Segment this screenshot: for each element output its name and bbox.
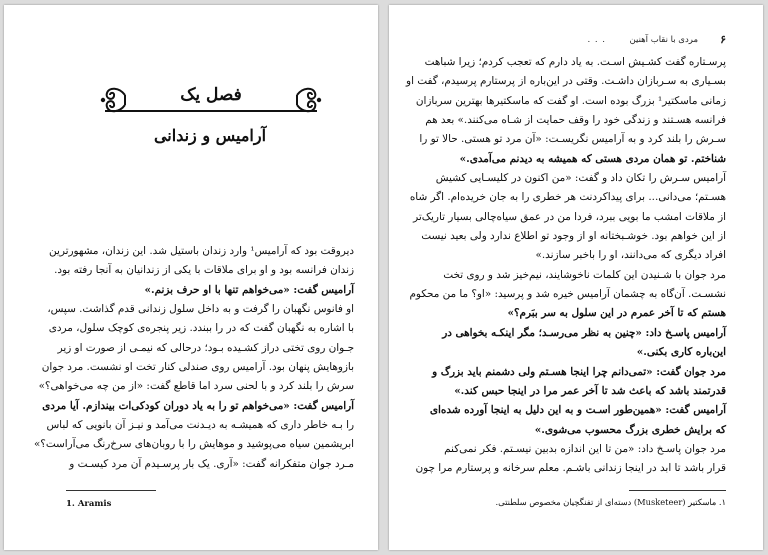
footnote-rule	[66, 490, 156, 491]
text-line: آرامیس سـرش را تکان داد و گفت: «من اکنون در کلیسـایی کشیش	[435, 172, 726, 185]
text-line: سرش را بلند کرد و با لحنی سرد اما قاطع گفت: «از من چه می‌خواهی؟»	[38, 380, 354, 393]
text-line: با اشاره به نگهبان گفت که در را ببندد. زیر پنجره‌ی کوچک سلول، مردی	[48, 322, 354, 335]
text-line: این‌باره کاری بکنی.»	[636, 346, 726, 359]
text-line: سـرش را بلند کرد و به آرامیس نگریسـت: «آن مرد تو هستی. حالا تو را	[419, 133, 726, 146]
chapter-title: فصل یک	[180, 85, 242, 105]
text-line: نشسـت. آن‌گاه به چشمان آرامیس خیره شد و پرسید: «او؟ ما من محکوم	[409, 288, 726, 301]
footnote-rule	[629, 490, 726, 491]
left-body-text	[33, 242, 354, 474]
text-line: هستم که تا آخر عمرم در این سلول به سر ببَرم؟»	[507, 307, 726, 320]
text-line: زندان فرانسه بود و او برای ملاقات با یکی از زندانیان به آنجا رفته بود.	[54, 264, 354, 277]
text-line: آرامیس گفت: «همین‌طور اسـت و به این دلیل به اینجا آورده شده‌ای	[429, 404, 726, 417]
text-line: پرسـتاره گفت کشـیش اسـت. به یاد دارم که تعجب کردم؛ زیرا شباهت	[424, 56, 726, 68]
text-line: بسـیاری به سـربازان داشـت. وقتی در این‌باره از پرستارم پرسیدم، گفت او	[406, 75, 726, 88]
text-line: هسـتم؛ می‌دانی... برای پیداکردنت هر خطری را به جان خریده‌ام. اگر شاه	[409, 191, 726, 204]
text-line: آرامیس گفت: «می‌خواهم تنها با او حرف بزنم.»	[144, 283, 354, 296]
header-dots: . . .	[587, 35, 606, 45]
text-line: را بـه خاطر داری که همیشـه به دیـدنت می‌آمد و نیـز آن بانویی که لباس	[46, 419, 354, 432]
running-title: مردی با نقاب آهنین	[629, 35, 698, 45]
left-footnote: 1. Aramis	[66, 499, 112, 509]
text-line: از این خواهم بود. خوشـبختانه او از وجود تو اطلاع ندارد ولی بعید نیست	[421, 230, 726, 243]
left-page	[4, 5, 378, 550]
text-line: قدرتمند باشد که باعث شد تا آخر عمر مرا در اینجا حبس کند.»	[454, 384, 726, 397]
text-line: از ملاقات امشب ما بویی ببرد، فردا من در عمق سیاه‌چالی بسیار تاریک‌تر	[413, 210, 726, 223]
right-body-text	[406, 53, 726, 479]
text-line: افراد دیگری که می‌دانند، او را باخبر سازند.»	[535, 249, 726, 262]
chapter-heading	[99, 85, 323, 117]
text-line: فرانسه هسـتند و زندگی خود را وقف حمایت از شـاه می‌کنند.» بعد هم	[425, 114, 726, 127]
text-line: که برایش خطری بزرگ محسوب می‌شوی.»	[534, 423, 726, 436]
text-line: مرد جوان گفت: «تمی‌دانم چرا اینجا هسـتم ولی دشمنم باید بزرگ و	[432, 365, 726, 378]
text-line: آرامیس گفت: «می‌خواهم تو را به یاد دوران کودکی‌ات بیندازم. آیا مردی	[42, 399, 354, 412]
text-line: شناختم. تو همان مردی هستی که همیشه به دیدنم می‌آمدی.»	[459, 152, 726, 165]
text-line: دیروقت بود که آرامیس¹ وارد زندان باستیل شد. این زندان، مشهورترین	[49, 245, 354, 257]
right-footnote: ۱. ماسکتیر (Musketeer) دسته‌ای از تفنگچیان مخصوص سلطنتی.	[495, 497, 726, 507]
right-page	[389, 5, 763, 550]
text-line: او فانوس نگهبان را گرفت و به داخل سلول زندانی قدم گذاشت. سپس،	[47, 303, 354, 316]
text-line: قرار باشد تا ابد در اینجا زندانی باشـم. معلم سرخانه و پرستارم مرا چون	[415, 462, 726, 475]
text-line: مرد جوان پاسـخ داد: «من تا این اندازه بدبین نیسـتم. فکر نمی‌کنم	[444, 442, 726, 455]
page-number: ۶	[720, 33, 726, 46]
text-line: جـوان روی تختی دراز کشـیده بـود؛ درحالی که نیمـی از صورت او زیر	[57, 341, 354, 354]
text-line: آرامیس پاسـخ داد: «چنین به نظر می‌رسـد؛ مگر اینکـه بخواهی در	[442, 326, 726, 339]
text-line: زمانی ماسکتیر¹ بزرگ بوده است. او گفت که ماسکتیرها بهترین سربازان	[415, 94, 726, 107]
text-line: مـرد جوان متفکرانه گفت: «آری. یک بار پرسـیدم آن مرد کیسـت و	[69, 457, 354, 470]
text-line: ابریشمین سیاه می‌پوشید و موهایش را با روبان‌های سرخ‌رنگ می‌آراست؟»	[33, 438, 354, 451]
text-line: بازوهایش پنهان بود. آرامیس روی صندلی کنار تخت او نشست. مرد جوان	[41, 361, 354, 374]
running-header	[433, 35, 726, 49]
chapter-rule	[105, 110, 317, 112]
section-title: آرامیس و زندانی	[153, 126, 267, 145]
text-line: مرد جوان با شـنیدن این کلمات ناخوشایند، نیم‌خیز شد و روی تخت	[443, 268, 726, 281]
